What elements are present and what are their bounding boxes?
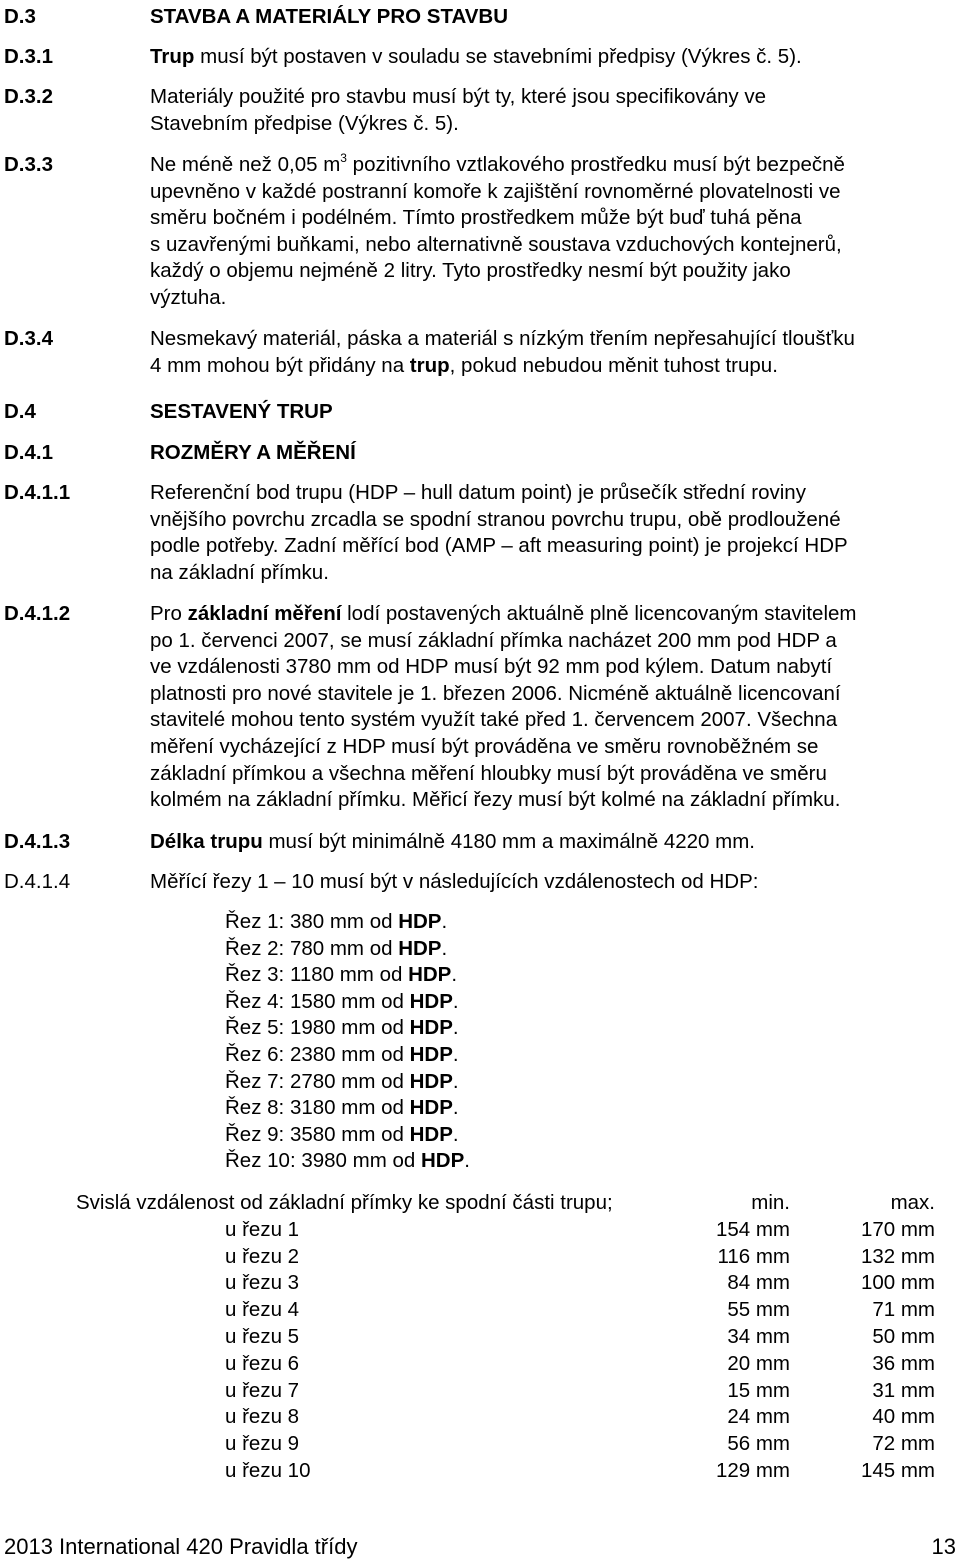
paragraph — [150, 152, 958, 312]
section-number: D.3.2 — [4, 85, 53, 108]
list-item: Řez 7: 2780 mm od HDP. — [225, 1069, 459, 1093]
section-number: D.4.1.4 — [4, 870, 71, 893]
paragraph-line — [150, 152, 958, 179]
paragraph-line: výztuha. — [150, 285, 227, 309]
section-number: D.3.4 — [4, 327, 53, 350]
paragraph-line: směru bočném i podélném. Tímto prostředkem může být buď tuhá pěna — [150, 206, 802, 230]
table-row: u řezu 2 116 mm 132 mm — [225, 1244, 935, 1268]
paragraph-line: s uzavřenými buňkami, nebo alternativně soustava vzduchových kontejnerů, — [150, 232, 842, 256]
list-item: Řez 5: 1980 mm od HDP. — [225, 1016, 459, 1040]
paragraph-line: ve vzdálenosti 3780 mm od HDP musí být 92 mm pod kýlem. Datum nabytí — [150, 655, 833, 679]
section-number: D.3.3 — [4, 153, 53, 176]
line-text: pozitivního vztlakového prostředku musí být bezpečně — [346, 153, 845, 176]
paragraph-line: podle potřeby. Zadní měřící bod (AMP – aft measuring point) je projekcí HDP — [150, 534, 848, 558]
paragraph-line: upevněno v každé postranní komoře k zajištění rovnoměrné plovatelnosti ve — [150, 179, 841, 203]
footer-title: 2013 International 420 Pravidla třídy — [4, 1534, 358, 1559]
line-text: 4 mm mohou být přidány na — [150, 353, 410, 377]
paragraph-text: musí být postaven v souladu se stavebními předpisy (Výkres č. 5). — [194, 45, 802, 68]
paragraph-line: platnosti pro nové stavitele je 1. březen 2006. Nicméně aktuálně licencovaní — [150, 681, 841, 705]
paragraph-line: každý o objemu nejméně 2 litry. Tyto prostředky nesmí být použity jako — [150, 259, 791, 283]
table-row: u řezu 6 20 mm 36 mm — [225, 1351, 935, 1375]
paragraph-line: Nesmekavý materiál, páska a materiál s nízkým třením nepřesahující tloušťku — [150, 327, 855, 350]
distance-table — [0, 1190, 960, 1490]
paragraph — [150, 601, 958, 814]
page-number: 13 — [931, 1534, 956, 1559]
list-item: Řez 9: 3580 mm od HDP. — [225, 1122, 459, 1146]
section-number: D.4.1.2 — [4, 602, 71, 625]
superscript: 3 — [340, 151, 347, 165]
section-list — [225, 909, 625, 1175]
paragraph-line: Referenční bod trupu (HDP – hull datum point) je průsečík střední roviny — [150, 481, 806, 504]
list-item: Řez 8: 3180 mm od HDP. — [225, 1096, 459, 1120]
paragraph-line: Materiály použité pro stavbu musí být ty, které jsou specifikovány ve — [150, 85, 767, 108]
section-number: D.4.1.1 — [4, 481, 71, 504]
list-item: Řez 1: 380 mm od HDP. — [225, 910, 448, 933]
table-header — [0, 1190, 960, 1217]
table-row: u řezu 5 34 mm 50 mm — [225, 1325, 935, 1348]
paragraph-line: na základní přímku. — [150, 560, 329, 584]
table-row: u řezu 10 129 mm 145 mm — [225, 1459, 935, 1482]
list-item: Řez 4: 1580 mm od HDP. — [225, 989, 459, 1013]
column-header-max: max. — [890, 1191, 935, 1214]
section-number: D.4 — [4, 400, 36, 423]
section-title: SESTAVENÝ TRUP — [150, 400, 333, 423]
paragraph: Měřící řezy 1 – 10 musí být v následujících vzdálenostech od HDP: — [150, 870, 759, 893]
paragraph — [150, 829, 958, 856]
list-item: Řez 3: 1180 mm od HDP. — [225, 963, 458, 987]
line-text: Ne méně než 0,05 m — [150, 153, 341, 176]
bold-term: trup — [409, 353, 450, 377]
paragraph — [150, 84, 958, 137]
bold-term: Trup — [150, 45, 195, 68]
section-title: ROZMĚRY A MĚŘENÍ — [150, 441, 356, 464]
line-text: Pro — [150, 602, 188, 625]
table-row: u řezu 9 56 mm 72 mm — [225, 1432, 935, 1456]
paragraph — [150, 326, 958, 379]
section-number: D.4.1.3 — [4, 830, 71, 853]
table-row: u řezu 3 84 mm 100 mm — [225, 1271, 935, 1295]
paragraph-line: měření vycházející z HDP musí být prováděna ve směru rovnoběžném se — [150, 734, 819, 758]
bold-term: základní měření — [187, 602, 342, 625]
paragraph-line: základní přímkou a všechna měření hloubky musí být prováděna ve směru — [150, 761, 827, 785]
list-item: Řez 2: 780 mm od HDP. — [225, 936, 448, 960]
section-number: D.4.1 — [4, 441, 53, 464]
table-heading: Svislá vzdálenost od základní přímky ke spodní části trupu; — [76, 1191, 613, 1214]
paragraph-line — [150, 353, 958, 380]
paragraph-text: musí být minimálně 4180 mm a maximálně 4220 mm. — [262, 830, 755, 853]
section-number: D.3.1 — [4, 45, 53, 68]
section-number: D.3 — [4, 5, 36, 28]
paragraph-line: kolmém na základní přímku. Měřicí řezy musí být kolmé na základní přímku. — [150, 788, 841, 812]
table-row: u řezu 1 154 mm 170 mm — [225, 1217, 935, 1241]
line-text: lodí postavených aktuálně plně licencovaným stavitelem — [341, 602, 857, 625]
table-row: u řezu 8 24 mm 40 mm — [225, 1405, 935, 1429]
paragraph-line: stavitelé mohou tento systém využít také před 1. červencem 2007. Všechna — [150, 708, 838, 732]
section-title: STAVBA A MATERIÁLY PRO STAVBU — [150, 5, 509, 28]
bold-term: Délka trupu — [150, 830, 263, 853]
paragraph-line: Stavebním předpise (Výkres č. 5). — [150, 111, 459, 135]
paragraph-line: po 1. červenci 2007, se musí základní přímka nacházet 200 mm pod HDP a — [150, 628, 837, 652]
table-row: u řezu 7 15 mm 31 mm — [225, 1378, 935, 1402]
paragraph — [150, 44, 958, 71]
line-text: , pokud nebudou měnit tuhost trupu. — [449, 353, 778, 377]
paragraph-line — [150, 601, 958, 628]
column-header-min: min. — [751, 1191, 790, 1214]
list-item: Řez 10: 3980 mm od HDP. — [225, 1149, 470, 1173]
paragraph — [150, 480, 958, 586]
table-row: u řezu 4 55 mm 71 mm — [225, 1298, 935, 1322]
list-item: Řez 6: 2380 mm od HDP. — [225, 1042, 459, 1066]
paragraph-line: vnějšího povrchu zrcadla se spodní stranou povrchu trupu, obě prodloužené — [150, 507, 841, 531]
